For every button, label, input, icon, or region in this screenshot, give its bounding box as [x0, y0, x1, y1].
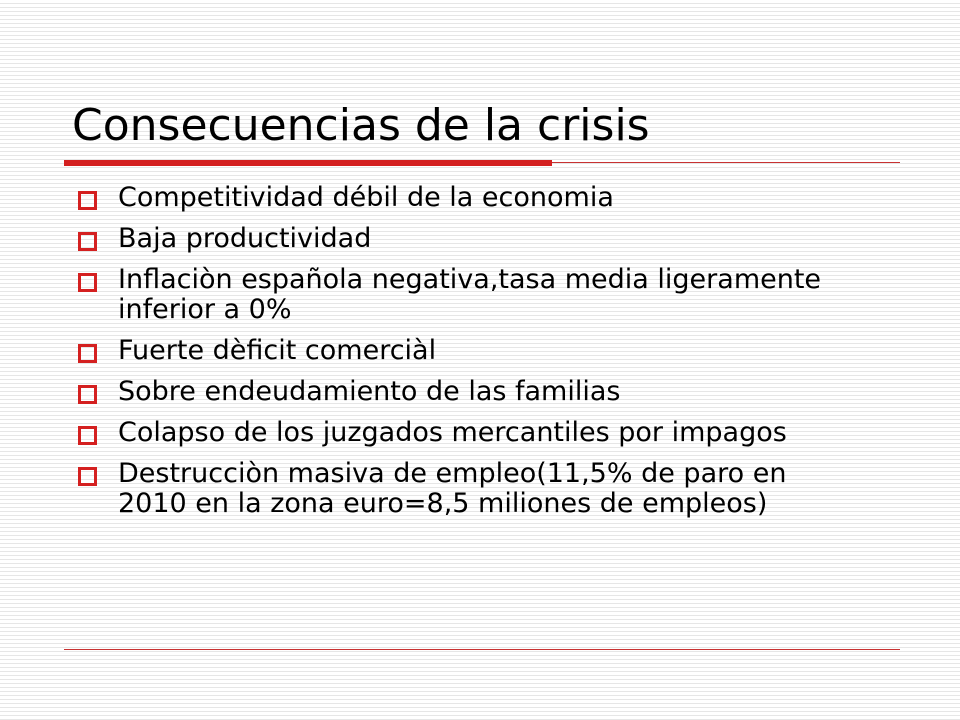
slide-title: Consecuencias de la crisis — [72, 100, 650, 151]
bullet-item — [72, 459, 832, 519]
bullet-text: Inflaciòn española negativa,tasa media ligeramente inferior a 0% — [118, 264, 822, 325]
bullet-text: Fuerte dèficit comerciàl — [118, 335, 437, 366]
bullet-item — [72, 224, 832, 254]
bullet-item — [72, 265, 832, 325]
square-bullet-icon — [78, 385, 97, 404]
footer-divider-line — [64, 649, 900, 650]
square-bullet-icon — [78, 467, 97, 486]
bullet-text: Baja productividad — [118, 223, 372, 254]
bullet-text: Sobre endeudamiento de las familias — [118, 376, 621, 407]
square-bullet-icon — [78, 191, 97, 210]
bullet-text: Colapso de los juzgados mercantiles por impagos — [118, 417, 787, 448]
bullet-item — [72, 418, 832, 448]
bullet-item — [72, 377, 832, 407]
square-bullet-icon — [78, 344, 97, 363]
bullet-text: Competitividad débil de la economia — [118, 182, 614, 213]
square-bullet-icon — [78, 426, 97, 445]
bullet-text: Destrucciòn masiva de empleo(11,5% de paro en 2010 en la zona euro=8,5 miliones de empleos) — [118, 458, 787, 519]
bullet-item — [72, 183, 832, 213]
bullet-list — [72, 183, 832, 530]
title-accent-bar — [64, 160, 552, 166]
bullet-item — [72, 336, 832, 366]
square-bullet-icon — [78, 273, 97, 292]
square-bullet-icon — [78, 232, 97, 251]
